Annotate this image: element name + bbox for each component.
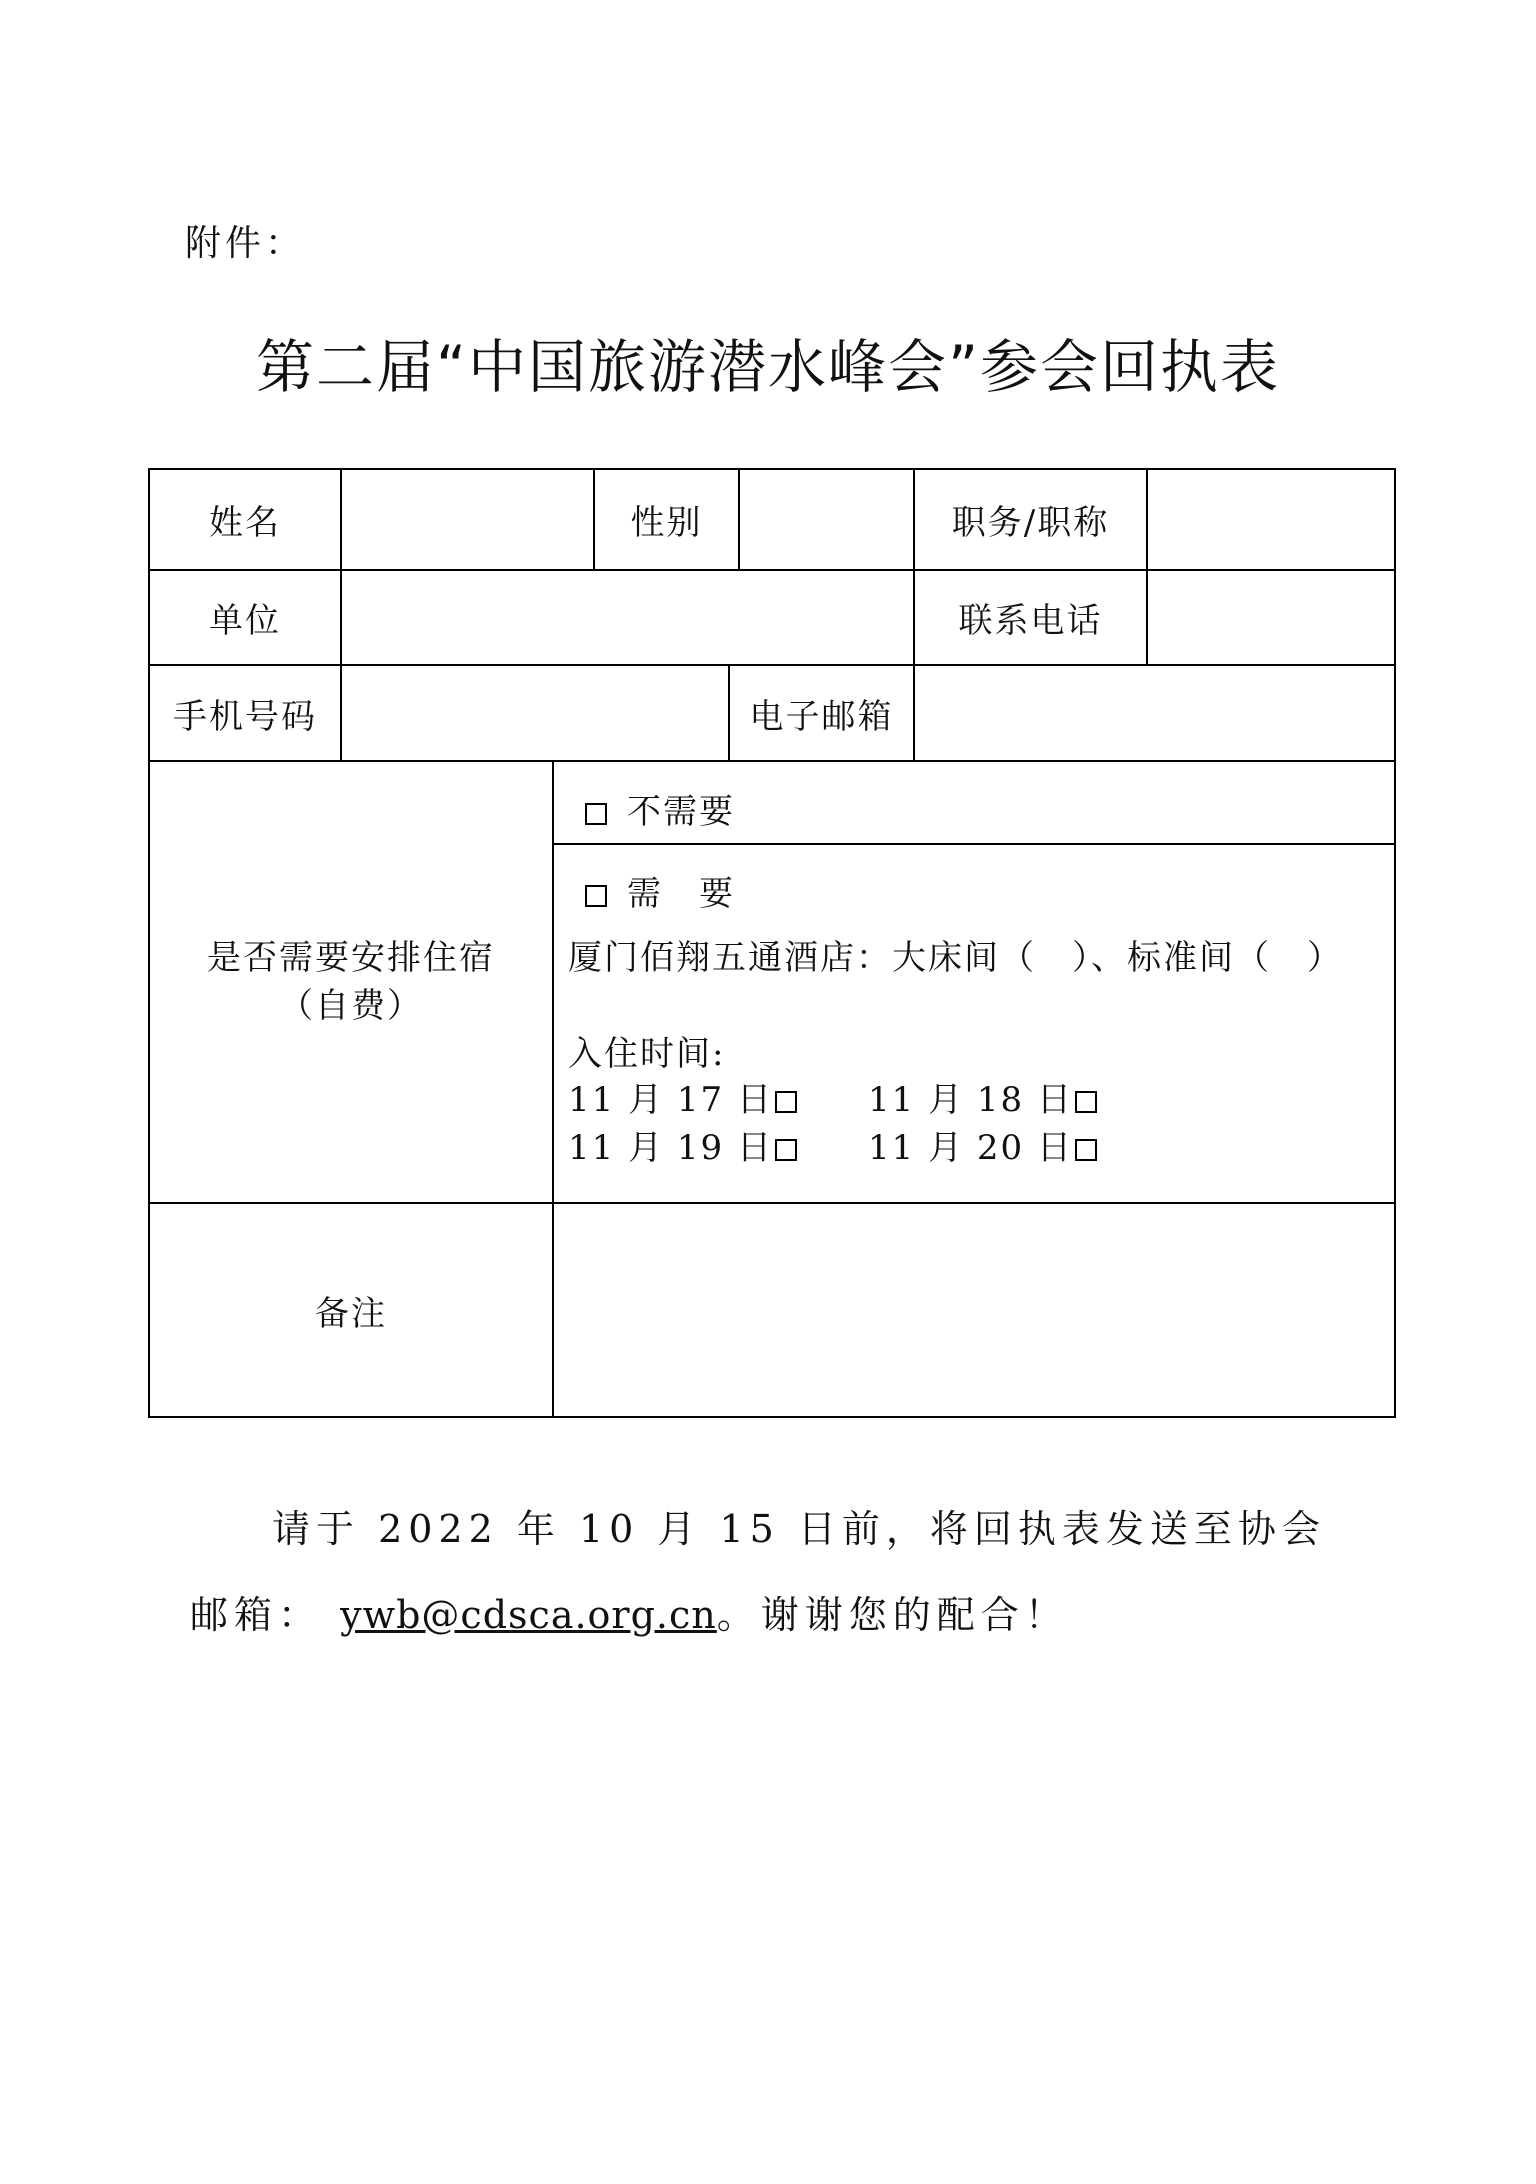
position-label: 职务/职称	[951, 503, 1110, 543]
unit-field[interactable]	[342, 571, 913, 664]
contact-email-link[interactable]: ywb@cdsca.org.cn	[340, 1593, 717, 1637]
lodging-option-no[interactable]	[585, 784, 735, 833]
checkin-date-17[interactable]	[568, 1072, 797, 1121]
checkin-date-19[interactable]	[568, 1120, 797, 1169]
gender-label: 性别	[630, 503, 703, 543]
mobile-field[interactable]	[342, 666, 728, 760]
option-no-text: 不需要	[627, 792, 735, 832]
thanks-text: 。谢谢您的配合！	[716, 1593, 1069, 1637]
name-label: 姓名	[209, 503, 281, 543]
option-yes-text: 需 要	[627, 874, 735, 914]
phone-label: 联系电话	[958, 601, 1103, 641]
mobile-label: 手机号码	[173, 696, 317, 737]
unit-label: 单位	[209, 601, 281, 641]
checkbox-date-18[interactable]	[1075, 1091, 1097, 1113]
checkin-date-18[interactable]	[868, 1072, 1097, 1121]
registration-form	[148, 468, 1396, 1418]
date-text: 11 月 19 日	[568, 1128, 773, 1168]
gender-field[interactable]	[740, 470, 913, 569]
position-field[interactable]	[1148, 470, 1394, 569]
checkbox-not-needed[interactable]	[585, 803, 607, 825]
checkin-label: 入住时间:	[568, 1034, 726, 1074]
lodging-label-line2: （自费）	[279, 986, 423, 1026]
annex-label: 附件：	[185, 223, 306, 264]
footer-line2	[190, 1584, 1069, 1639]
lodging-option-divider	[552, 843, 1394, 845]
date-text: 11 月 20 日	[868, 1128, 1073, 1168]
email-field[interactable]	[915, 666, 1394, 760]
phone-field[interactable]	[1148, 571, 1394, 664]
date-text: 11 月 17 日	[568, 1080, 773, 1120]
name-field[interactable]	[342, 470, 593, 569]
footer-line1: 请于 2022 年 10 月 15 日前，将回执表发送至协会	[272, 1507, 1326, 1551]
checkbox-needed[interactable]	[585, 885, 607, 907]
lodging-label-line1: 是否需要安排住宿	[207, 938, 495, 978]
email-label: 电子邮箱	[749, 696, 894, 737]
remarks-field[interactable]	[554, 1204, 1394, 1416]
checkbox-date-17[interactable]	[775, 1091, 797, 1113]
lodging-label	[150, 762, 552, 1202]
date-text: 11 月 18 日	[868, 1080, 1073, 1120]
email-prefix: 邮箱：	[190, 1593, 323, 1637]
checkbox-date-20[interactable]	[1075, 1139, 1097, 1161]
checkbox-date-19[interactable]	[775, 1139, 797, 1161]
lodging-option-yes[interactable]	[585, 866, 735, 915]
page-title: 第二届“中国旅游潜水峰会”参会回执表	[255, 333, 1281, 401]
checkin-date-20[interactable]	[868, 1120, 1097, 1169]
remarks-label: 备注	[315, 1293, 387, 1334]
hotel-line: 厦门佰翔五通酒店：大床间（ ）、标准间（ ）	[568, 938, 1343, 978]
